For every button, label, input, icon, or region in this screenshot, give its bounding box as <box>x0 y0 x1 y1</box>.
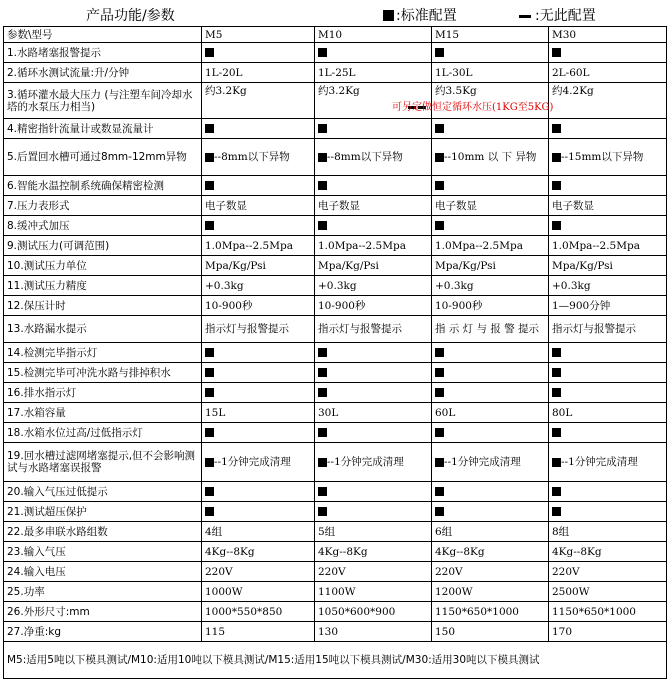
spec-value <box>202 63 315 83</box>
spec-value <box>549 296 667 316</box>
filled-square-icon <box>435 388 444 397</box>
spec-value <box>202 582 315 602</box>
spec-value-text: 指示灯与报警提示 <box>552 323 636 335</box>
page-title: 产品功能/参数 <box>86 8 175 24</box>
spec-value <box>549 43 667 63</box>
footnote-row <box>4 642 667 679</box>
spec-label: 21.测试超压保护 <box>4 502 202 522</box>
spec-value <box>202 256 315 276</box>
spec-label: 5.后置回水槽可通过8mm-12mm异物 <box>4 139 202 176</box>
spec-value-text: --8mm以下异物 <box>327 151 403 163</box>
spec-value-text: +0.3kg <box>435 279 474 292</box>
spec-value-text: --10mm 以 下 异物 <box>444 151 537 163</box>
spec-value <box>315 196 432 216</box>
spec-value <box>432 176 549 196</box>
table-row <box>4 622 667 642</box>
spec-value <box>432 236 549 256</box>
filled-square-icon <box>205 368 214 377</box>
spec-value-text: 1050*600*900 <box>318 605 396 618</box>
spec-value-text: 指示灯与报警提示 <box>318 323 402 335</box>
spec-value <box>315 482 432 502</box>
spec-value-text: 电子数显 <box>552 199 594 212</box>
spec-label: 4.精密指针流量计或数显流量计 <box>4 119 202 139</box>
spec-value-text: 1100W <box>318 585 356 598</box>
filled-square-icon <box>318 487 327 496</box>
column-header-model: M15 <box>432 27 549 43</box>
spec-value-text: 60L <box>435 406 456 419</box>
spec-value-text: 220V <box>318 565 346 578</box>
spec-value <box>315 383 432 403</box>
filled-square-icon <box>318 368 327 377</box>
filled-square-icon <box>435 221 444 230</box>
table-row <box>4 383 667 403</box>
spec-value-text: 170 <box>552 625 573 638</box>
spec-value <box>315 236 432 256</box>
spec-value <box>202 363 315 383</box>
spec-value <box>202 343 315 363</box>
filled-square-icon <box>435 48 444 57</box>
spec-label: 13.水路漏水提示 <box>4 316 202 343</box>
spec-value <box>315 502 432 522</box>
table-row <box>4 363 667 383</box>
filled-square-icon <box>552 487 561 496</box>
spec-label: 7.压力表形式 <box>4 196 202 216</box>
table-row <box>4 276 667 296</box>
spec-value-text: --8mm以下异物 <box>214 151 290 163</box>
spec-value <box>392 83 554 119</box>
spec-value <box>549 482 667 502</box>
filled-square-icon <box>318 221 327 230</box>
spec-value-text: 电子数显 <box>205 199 247 212</box>
spec-value-text: 1L-25L <box>318 66 356 79</box>
spec-value <box>202 542 315 562</box>
filled-square-icon <box>552 221 561 230</box>
filled-square-icon <box>318 388 327 397</box>
spec-value <box>202 622 315 642</box>
spec-value-text: 220V <box>552 565 580 578</box>
spec-value-text: 约3.2Kg <box>318 85 360 97</box>
filled-square-icon <box>318 181 327 190</box>
spec-value <box>202 522 315 542</box>
table-row <box>4 423 667 443</box>
spec-value <box>202 443 315 482</box>
filled-square-icon <box>552 368 561 377</box>
spec-value <box>202 423 315 443</box>
table-row <box>4 443 667 482</box>
spec-value <box>432 622 549 642</box>
spec-value <box>315 296 432 316</box>
spec-value <box>549 83 667 119</box>
spec-value-text: 220V <box>205 565 233 578</box>
spec-value <box>202 236 315 256</box>
filled-square-icon <box>435 368 444 377</box>
spec-value <box>549 216 667 236</box>
spec-value <box>432 296 549 316</box>
spec-value-text: 电子数显 <box>435 199 477 212</box>
spec-value-text: --15mm以下异物 <box>561 151 644 163</box>
spec-value <box>202 83 315 119</box>
spec-value-text: 220V <box>435 565 463 578</box>
spec-value <box>549 502 667 522</box>
column-header-model: M10 <box>315 27 432 43</box>
spec-value <box>432 43 549 63</box>
spec-value-text: +0.3kg <box>205 279 244 292</box>
spec-label: 8.缓冲式加压 <box>4 216 202 236</box>
spec-value <box>315 216 432 236</box>
filled-square-icon <box>318 124 327 133</box>
spec-value-text: 约3.2Kg <box>205 85 247 97</box>
spec-value <box>315 562 432 582</box>
table-header-row <box>4 27 667 43</box>
spec-value <box>202 139 315 176</box>
spec-value <box>549 622 667 642</box>
spec-label: 14.检测完毕指示灯 <box>4 343 202 363</box>
spec-label: 25.功率 <box>4 582 202 602</box>
spec-value-text: 4Kg--8Kg <box>435 545 485 558</box>
spec-value-text: Mpa/Kg/Psi <box>205 259 266 272</box>
filled-square-icon <box>435 153 444 162</box>
spec-value <box>549 383 667 403</box>
spec-value-text: --1分钟完成清理 <box>214 456 291 468</box>
spec-value <box>315 119 432 139</box>
table-row <box>4 176 667 196</box>
spec-value <box>549 176 667 196</box>
spec-value <box>202 276 315 296</box>
filled-square-icon <box>205 458 214 467</box>
table-row <box>4 502 667 522</box>
spec-value <box>432 383 549 403</box>
filled-square-icon <box>205 428 214 437</box>
spec-value-text: 2L-60L <box>552 66 590 79</box>
table-row <box>4 482 667 502</box>
spec-value-text: 指 示 灯 与 报 警 提示 <box>435 323 540 335</box>
spec-value <box>202 602 315 622</box>
filled-square-icon <box>552 348 561 357</box>
footnote: M5:适用5吨以下模具测试/M10:适用10吨以下模具测试/M15:适用15吨以下模具测试/M30:适用30吨以下模具测试 <box>4 642 667 679</box>
spec-label: 22.最多串联水路组数 <box>4 522 202 542</box>
spec-value <box>549 256 667 276</box>
spec-label: 15.检测完毕可冲洗水路与排掉积水 <box>4 363 202 383</box>
spec-value-text: 1—900分钟 <box>552 299 611 312</box>
table-row <box>4 43 667 63</box>
spec-value <box>549 582 667 602</box>
spec-value-text: 30L <box>318 406 339 419</box>
spec-value <box>315 139 432 176</box>
spec-value-text: 指示灯与报警提示 <box>205 323 289 335</box>
filled-square-icon <box>205 507 214 516</box>
spec-value <box>432 602 549 622</box>
spec-value-text: 80L <box>552 406 573 419</box>
spec-value <box>315 276 432 296</box>
spec-value <box>432 403 549 423</box>
spec-value-text: 2500W <box>552 585 590 598</box>
spec-value <box>432 119 549 139</box>
spec-value <box>432 562 549 582</box>
spec-table <box>3 26 667 679</box>
spec-value <box>432 139 549 176</box>
spec-value-text: 4组 <box>205 525 223 538</box>
spec-value <box>202 562 315 582</box>
spec-label: 26.外形尺寸:mm <box>4 602 202 622</box>
spec-label: 19.回水槽过滤网堵塞提示,但不会影响测试与水路堵塞误报警 <box>4 443 202 482</box>
spec-label: 27.净重:kg <box>4 622 202 642</box>
spec-value <box>549 63 667 83</box>
filled-square-icon <box>383 10 394 21</box>
spec-value <box>549 119 667 139</box>
filled-square-icon <box>552 507 561 516</box>
spec-label: 11.测试压力精度 <box>4 276 202 296</box>
spec-value-text: 4Kg--8Kg <box>205 545 255 558</box>
spec-value-text: 8组 <box>552 525 570 538</box>
spec-value-text: 1200W <box>435 585 473 598</box>
spec-value <box>315 403 432 423</box>
filled-square-icon <box>552 153 561 162</box>
spec-value-text: 130 <box>318 625 339 638</box>
table-row <box>4 343 667 363</box>
spec-value-text: 约4.2Kg <box>552 85 594 97</box>
filled-square-icon <box>205 153 214 162</box>
spec-value <box>202 383 315 403</box>
table-row <box>4 63 667 83</box>
spec-value <box>432 63 549 83</box>
spec-value <box>432 522 549 542</box>
spec-value <box>315 602 432 622</box>
spec-value-text: 4Kg--8Kg <box>318 545 368 558</box>
spec-value <box>315 443 432 482</box>
filled-square-icon <box>552 428 561 437</box>
spec-value <box>202 296 315 316</box>
spec-value <box>315 176 432 196</box>
spec-label: 12.保压计时 <box>4 296 202 316</box>
spec-value <box>432 423 549 443</box>
table-row <box>4 119 667 139</box>
spec-value <box>202 196 315 216</box>
spec-value <box>202 176 315 196</box>
legend-none-label: :无此配置 <box>535 8 596 24</box>
spec-label: 10.测试压力单位 <box>4 256 202 276</box>
spec-value <box>202 216 315 236</box>
table-row <box>4 602 667 622</box>
table-row <box>4 522 667 542</box>
spec-value-text: 4Kg--8Kg <box>552 545 602 558</box>
spec-value <box>432 502 549 522</box>
filled-square-icon <box>435 348 444 357</box>
spec-value <box>549 276 667 296</box>
spec-label: 2.循环水测试流量:升/分钟 <box>4 63 202 83</box>
table-row <box>4 196 667 216</box>
column-header-model: M5 <box>202 27 315 43</box>
spec-value <box>202 502 315 522</box>
spec-value <box>549 522 667 542</box>
spec-value <box>549 562 667 582</box>
spec-value-text: 10-900秒 <box>318 299 366 312</box>
spec-value <box>432 316 549 343</box>
spec-value-text: 约3.5Kg <box>435 85 477 97</box>
spec-value-text: 5组 <box>318 525 336 538</box>
spec-value <box>315 423 432 443</box>
spec-value <box>432 542 549 562</box>
spec-value <box>549 443 667 482</box>
table-row <box>4 542 667 562</box>
spec-value-text: 1.0Mpa--2.5Mpa <box>435 239 523 252</box>
custom-pressure-note: 可另定做恒定循环水压(1KG至5KG) <box>392 102 554 113</box>
spec-value <box>315 522 432 542</box>
spec-value-text: 电子数显 <box>318 199 360 212</box>
spec-value <box>549 196 667 216</box>
legend-standard <box>383 5 457 25</box>
spec-label: 17.水箱容量 <box>4 403 202 423</box>
table-row <box>4 236 667 256</box>
spec-value <box>315 43 432 63</box>
spec-value <box>432 256 549 276</box>
filled-square-icon <box>435 181 444 190</box>
spec-value-text: 1.0Mpa--2.5Mpa <box>205 239 293 252</box>
spec-value <box>315 343 432 363</box>
spec-value-text: 150 <box>435 625 456 638</box>
legend-none <box>519 5 596 25</box>
spec-value-text: 1L-30L <box>435 66 473 79</box>
filled-square-icon <box>318 48 327 57</box>
spec-value <box>549 403 667 423</box>
filled-square-icon <box>318 428 327 437</box>
spec-value <box>432 196 549 216</box>
spec-value <box>549 316 667 343</box>
spec-value-text: Mpa/Kg/Psi <box>435 259 496 272</box>
spec-value <box>315 63 432 83</box>
spec-value-text: 1150*650*1000 <box>435 605 519 618</box>
spec-value <box>549 602 667 622</box>
spec-value-text: --1分钟完成清理 <box>444 456 521 468</box>
spec-value <box>315 542 432 562</box>
filled-square-icon <box>552 458 561 467</box>
spec-label: 16.排水指示灯 <box>4 383 202 403</box>
spec-value <box>549 139 667 176</box>
spec-value-text: 10-900秒 <box>435 299 483 312</box>
spec-value-text: 10-900秒 <box>205 299 253 312</box>
spec-value-text: +0.3kg <box>318 279 357 292</box>
spec-value-text: 1.0Mpa--2.5Mpa <box>318 239 406 252</box>
dash-icon <box>519 15 531 18</box>
filled-square-icon <box>435 124 444 133</box>
spec-value-text: 15L <box>205 406 226 419</box>
spec-value <box>549 542 667 562</box>
filled-square-icon <box>205 181 214 190</box>
spec-value <box>549 236 667 256</box>
spec-value <box>202 316 315 343</box>
filled-square-icon <box>435 487 444 496</box>
column-header-model: M30 <box>549 27 667 43</box>
spec-value <box>432 443 549 482</box>
filled-square-icon <box>552 181 561 190</box>
spec-value <box>432 482 549 502</box>
filled-square-icon <box>435 507 444 516</box>
spec-value <box>432 216 549 236</box>
spec-label: 9.测试压力(可调范围) <box>4 236 202 256</box>
table-row <box>4 296 667 316</box>
spec-value-text: 1000W <box>205 585 243 598</box>
spec-value <box>432 276 549 296</box>
filled-square-icon <box>552 48 561 57</box>
table-row <box>4 403 667 423</box>
spec-label: 24.输入电压 <box>4 562 202 582</box>
spec-value-text: 1150*650*1000 <box>552 605 636 618</box>
spec-label: 18.水箱水位过高/过低指示灯 <box>4 423 202 443</box>
table-row <box>4 139 667 176</box>
spec-value <box>315 622 432 642</box>
spec-value <box>315 363 432 383</box>
spec-value-text: 1.0Mpa--2.5Mpa <box>552 239 640 252</box>
filled-square-icon <box>552 388 561 397</box>
spec-value <box>202 119 315 139</box>
spec-value <box>549 363 667 383</box>
spec-value <box>315 582 432 602</box>
filled-square-icon <box>552 124 561 133</box>
filled-square-icon <box>205 487 214 496</box>
filled-square-icon <box>205 124 214 133</box>
header-bar <box>0 0 670 26</box>
spec-label: 3.循环灌水最大压力 (与注塑车间冷却水塔的水泵压力相当) <box>4 83 202 119</box>
table-row <box>4 216 667 236</box>
filled-square-icon <box>205 48 214 57</box>
spec-value <box>202 403 315 423</box>
table-row <box>4 582 667 602</box>
spec-value-text: +0.3kg <box>552 279 591 292</box>
filled-square-icon <box>318 507 327 516</box>
spec-value <box>432 363 549 383</box>
spec-value <box>549 343 667 363</box>
filled-square-icon <box>205 221 214 230</box>
spec-value-text: Mpa/Kg/Psi <box>552 259 613 272</box>
spec-value <box>202 482 315 502</box>
spec-value <box>432 582 549 602</box>
spec-value-text: Mpa/Kg/Psi <box>318 259 379 272</box>
spec-value <box>432 343 549 363</box>
table-row <box>4 83 667 119</box>
filled-square-icon <box>435 458 444 467</box>
spec-value <box>315 316 432 343</box>
column-header-param: 参数\型号 <box>4 27 202 43</box>
table-row <box>4 256 667 276</box>
filled-square-icon <box>205 348 214 357</box>
filled-square-icon <box>318 153 327 162</box>
filled-square-icon <box>318 458 327 467</box>
spec-label: 20.输入气压过低提示 <box>4 482 202 502</box>
spec-label: 1.水路堵塞报警提示 <box>4 43 202 63</box>
spec-value-text: --1分钟完成清理 <box>327 456 404 468</box>
spec-value-text: 6组 <box>435 525 453 538</box>
spec-value-text: 1L-20L <box>205 66 243 79</box>
legend-standard-label: :标准配置 <box>396 8 457 24</box>
spec-label: 23.输入气压 <box>4 542 202 562</box>
filled-square-icon <box>435 428 444 437</box>
spec-value <box>202 43 315 63</box>
table-row <box>4 562 667 582</box>
table-row <box>4 316 667 343</box>
spec-value-text: 115 <box>205 625 226 638</box>
spec-value <box>549 423 667 443</box>
spec-value <box>315 256 432 276</box>
spec-label: 6.智能水温控制系统确保精密检测 <box>4 176 202 196</box>
filled-square-icon <box>205 388 214 397</box>
filled-square-icon <box>318 348 327 357</box>
spec-value-text: 1000*550*850 <box>205 605 283 618</box>
spec-value-text: --1分钟完成清理 <box>561 456 638 468</box>
